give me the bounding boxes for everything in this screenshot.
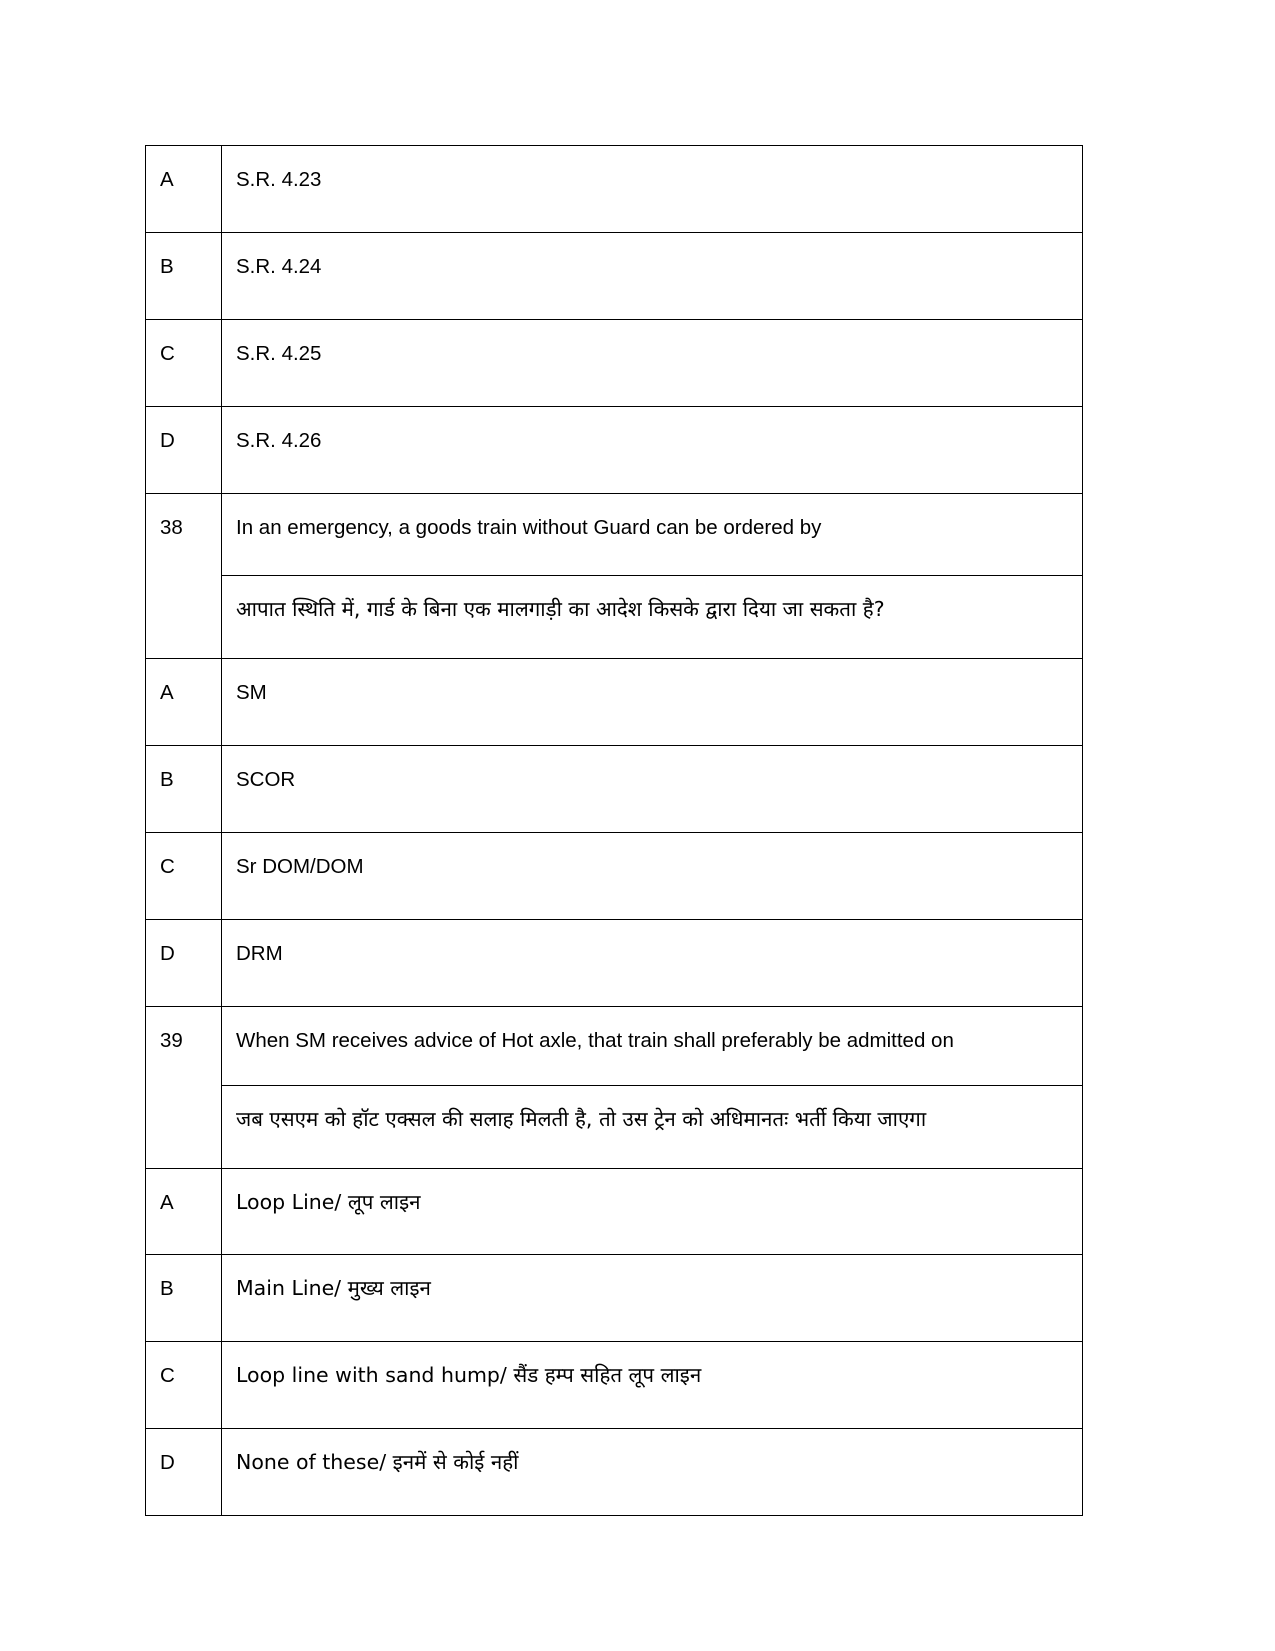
option-text: Loop line with sand hump/ सैंड हम्प सहित लूप लाइन xyxy=(222,1342,1083,1429)
table-row xyxy=(146,1255,1083,1342)
option-text: Loop Line/ लूप लाइन xyxy=(222,1168,1083,1255)
question-row-39-hindi xyxy=(146,1085,1083,1168)
question-number-38: 38 xyxy=(146,493,222,659)
question-text-38-english: In an emergency, a goods train without Guard can be ordered by xyxy=(222,493,1083,576)
question-number-39: 39 xyxy=(146,1006,222,1168)
option-key: C xyxy=(146,319,222,406)
option-text: Main Line/ मुख्य लाइन xyxy=(222,1255,1083,1342)
option-text: S.R. 4.26 xyxy=(222,406,1083,493)
option-key: A xyxy=(146,146,222,233)
option-key: B xyxy=(146,232,222,319)
table-row xyxy=(146,319,1083,406)
table-row xyxy=(146,833,1083,920)
table-row xyxy=(146,1342,1083,1429)
table-row xyxy=(146,1429,1083,1516)
option-key: D xyxy=(146,1429,222,1516)
question-text-39-english: When SM receives advice of Hot axle, that train shall preferably be admitted on xyxy=(222,1006,1083,1085)
table-row xyxy=(146,232,1083,319)
table-row xyxy=(146,146,1083,233)
question-row-38-hindi xyxy=(146,576,1083,659)
table-row xyxy=(146,746,1083,833)
question-text-38-hindi: आपात स्थिति में, गार्ड के बिना एक मालगाड़ी का आदेश किसके द्वारा दिया जा सकता है? xyxy=(222,576,1083,659)
option-text: None of these/ इनमें से कोई नहीं xyxy=(222,1429,1083,1516)
option-key: C xyxy=(146,833,222,920)
question-text-39-hindi: जब एसएम को हॉट एक्सल की सलाह मिलती है, तो उस ट्रेन को अधिमानतः भर्ती किया जाएगा xyxy=(222,1085,1083,1168)
question-row-38-english xyxy=(146,493,1083,576)
option-text: SCOR xyxy=(222,746,1083,833)
option-key: B xyxy=(146,1255,222,1342)
option-text: S.R. 4.25 xyxy=(222,319,1083,406)
option-key: D xyxy=(146,406,222,493)
option-key: A xyxy=(146,659,222,746)
option-text: SM xyxy=(222,659,1083,746)
option-text: S.R. 4.24 xyxy=(222,232,1083,319)
option-key: A xyxy=(146,1168,222,1255)
option-key: B xyxy=(146,746,222,833)
table-row xyxy=(146,1168,1083,1255)
question-table xyxy=(145,145,1083,1516)
option-key: D xyxy=(146,919,222,1006)
table-row xyxy=(146,406,1083,493)
table-row xyxy=(146,919,1083,1006)
option-text: Sr DOM/DOM xyxy=(222,833,1083,920)
option-text: DRM xyxy=(222,919,1083,1006)
table-row xyxy=(146,659,1083,746)
question-row-39-english xyxy=(146,1006,1083,1085)
option-text: S.R. 4.23 xyxy=(222,146,1083,233)
option-key: C xyxy=(146,1342,222,1429)
